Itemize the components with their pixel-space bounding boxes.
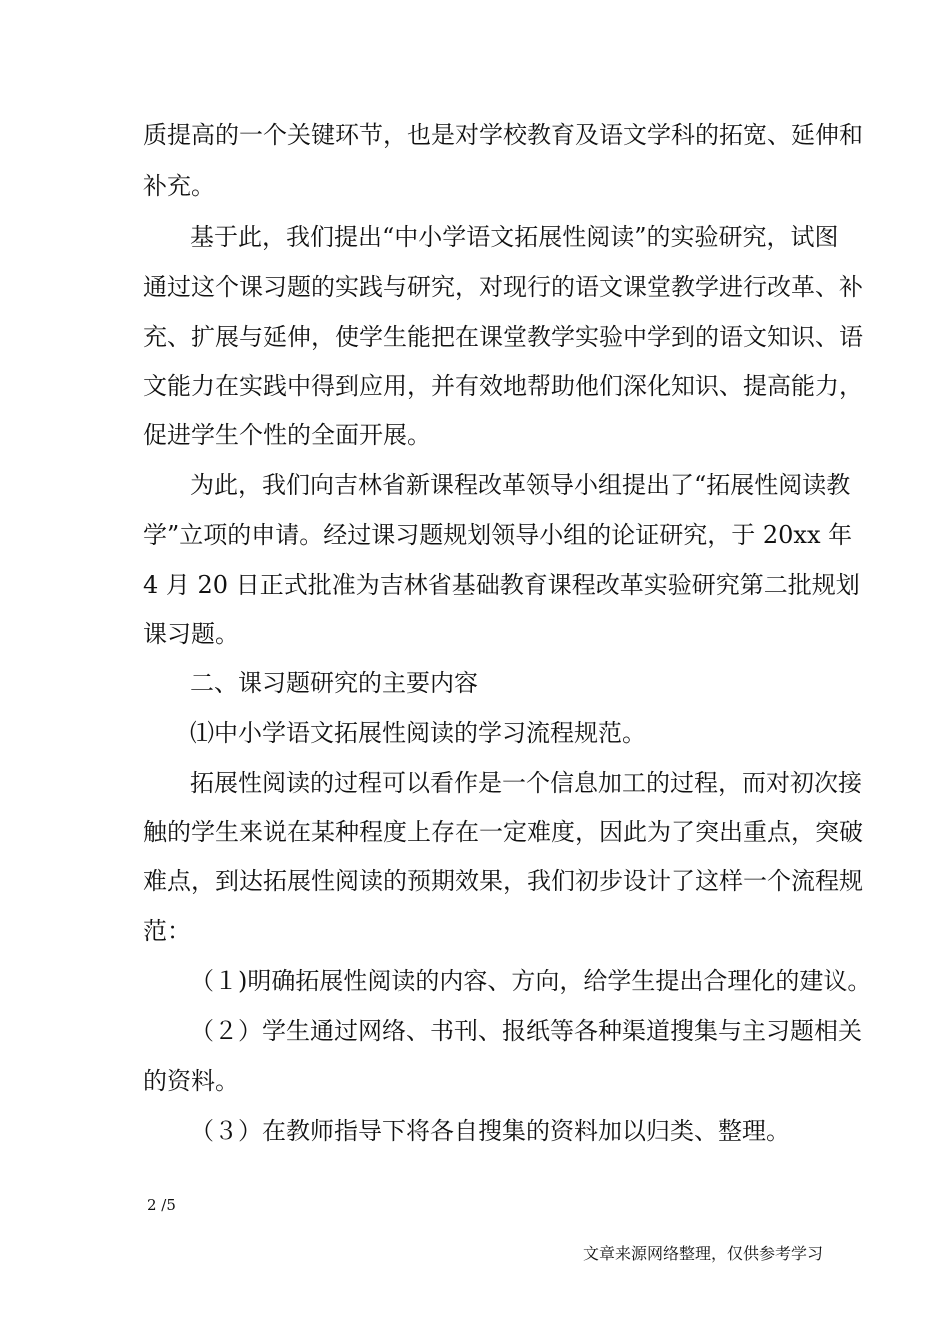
text-line: 补充。	[143, 172, 215, 200]
text-line: 文能力在实践中得到应用，并有效地帮助他们深化知识、提高能力，	[143, 372, 863, 400]
subsection-heading: ⑴中小学语文拓展性阅读的学习流程规范。	[190, 719, 646, 747]
list-item: （２）学生通过网络、书刊、报纸等各种渠道搜集与主习题相关	[190, 1017, 862, 1045]
text-line: 充、扩展与延伸，使学生能把在课堂教学实验中学到的语文知识、语	[143, 323, 863, 351]
paragraph-start-line: 拓展性阅读的过程可以看作是一个信息加工的过程，而对初次接	[190, 769, 862, 797]
text-line: 学”立项的申请。经过课习题规划领导小组的论证研究，于 20xx 年	[143, 521, 853, 549]
text-line: 4 月 20 日正式批准为吉林省基础教育课程改革实验研究第二批规划	[143, 571, 860, 599]
text-line: 触的学生来说在某种程度上存在一定难度，因此为了突出重点，突破	[143, 818, 863, 846]
section-heading: 二、课习题研究的主要内容	[190, 669, 478, 697]
text-line: 难点，到达拓展性阅读的预期效果，我们初步设计了这样一个流程规	[143, 867, 863, 895]
paragraph-start-line: 基于此，我们提出“中小学语文拓展性阅读”的实验研究，试图	[190, 223, 839, 251]
page-number: 2 /5	[147, 1196, 176, 1214]
paragraph-start-line: 为此，我们向吉林省新课程改革领导小组提出了“拓展性阅读教	[190, 471, 851, 499]
text-line: 的资料。	[143, 1067, 239, 1095]
text-line: 课习题。	[143, 620, 239, 648]
text-line: 质提高的一个关键环节，也是对学校教育及语文学科的拓宽、延伸和	[143, 121, 863, 149]
text-line: 促进学生个性的全面开展。	[143, 421, 431, 449]
list-item: （３）在教师指导下将各自搜集的资料加以归类、整理。	[190, 1117, 790, 1145]
footer-note: 文章来源网络整理，仅供参考学习	[583, 1244, 824, 1263]
text-line: 范：	[143, 917, 191, 945]
text-line: 通过这个课习题的实践与研究，对现行的语文课堂教学进行改革、补	[143, 273, 863, 301]
list-item: （１)明确拓展性阅读的内容、方向，给学生提出合理化的建议。	[190, 967, 872, 995]
